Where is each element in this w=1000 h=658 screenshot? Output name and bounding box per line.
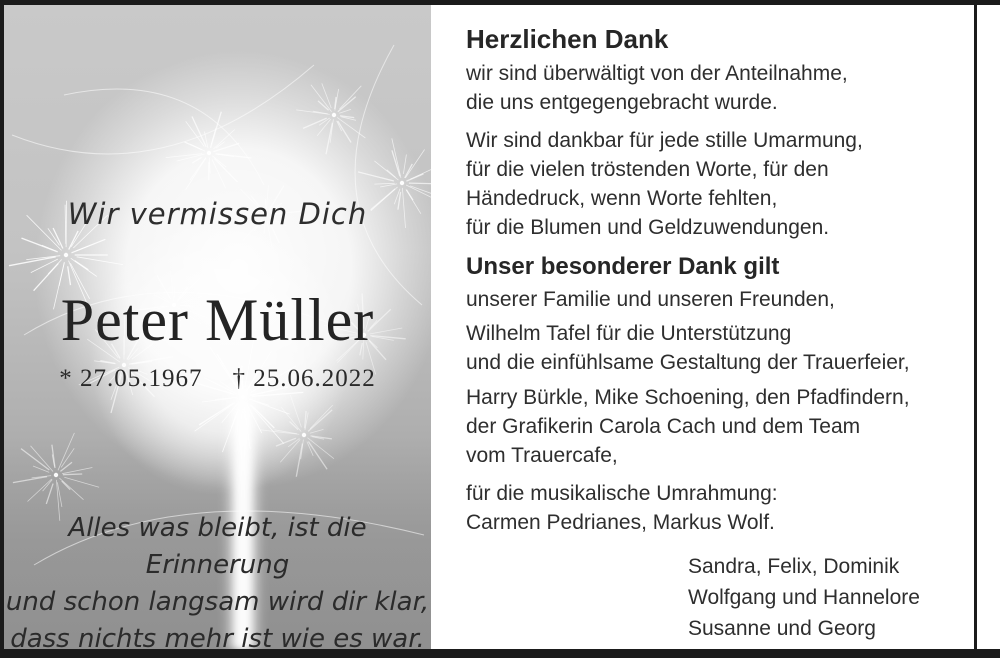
text-line: Händedruck, wenn Worte fehlten,	[466, 187, 778, 210]
dedication-text: Wir vermissen Dich	[67, 197, 368, 231]
thanks-paragraph-6	[466, 479, 966, 537]
acknowledgement-column	[466, 24, 966, 644]
special-thanks-heading: Unser besonderer Dank gilt	[466, 253, 780, 280]
text-line: die uns entgegengebracht wurde.	[466, 91, 778, 114]
signature-line-2: Wolfgang und Hannelore	[688, 586, 920, 609]
verse-line-3: dass nichts mehr ist wie es war.	[10, 624, 425, 649]
signature-line-1: Sandra, Felix, Dominik	[688, 555, 900, 578]
birth-date: * 27.05.1967	[59, 365, 203, 392]
thanks-heading: Herzlichen Dank	[466, 24, 669, 54]
family-signatures	[688, 551, 966, 644]
text-line: vom Trauercafe,	[466, 444, 618, 467]
thanks-paragraph-1	[466, 59, 966, 117]
life-dates	[4, 365, 431, 393]
thanks-paragraph-5	[466, 383, 966, 470]
text-line: für die vielen tröstenden Worte, für den	[466, 158, 829, 181]
text-line: für die Blumen und Geldzuwendungen.	[466, 216, 830, 239]
thanks-paragraph-2	[466, 126, 966, 242]
dandelion-photo	[4, 5, 431, 649]
frame-bottom-border	[0, 649, 1000, 658]
thanks-paragraph-4	[466, 319, 966, 377]
thanks-paragraph-3	[466, 285, 966, 314]
text-line: Carmen Pedrianes, Markus Wolf.	[466, 511, 775, 534]
text-line: Wir sind dankbar für jede stille Umarmung,	[466, 129, 863, 152]
deceased-name: Peter Müller	[60, 287, 375, 353]
text-line: für die musikalische Umrahmung:	[466, 482, 778, 505]
verse-line-1: Alles was bleibt, ist die Erinnerung	[68, 513, 367, 580]
text-line: Wilhelm Tafel für die Unterstützung	[466, 322, 792, 345]
text-line: unserer Familie und unseren Freunden,	[466, 288, 835, 311]
memorial-verse	[4, 510, 431, 649]
text-line: der Grafikerin Carola Cach und dem Team	[466, 415, 861, 438]
text-line: wir sind überwältigt von der Anteilnahme,	[466, 62, 848, 85]
death-date: † 25.06.2022	[232, 365, 376, 392]
text-line: und die einfühlsame Gestaltung der Trauerfeier,	[466, 351, 910, 374]
verse-line-2: und schon langsam wird dir klar,	[5, 587, 430, 617]
signature-line-3: Susanne und Georg	[688, 617, 876, 640]
frame-right-border	[974, 0, 977, 658]
text-line: Harry Bürkle, Mike Schoening, den Pfadfindern,	[466, 386, 910, 409]
